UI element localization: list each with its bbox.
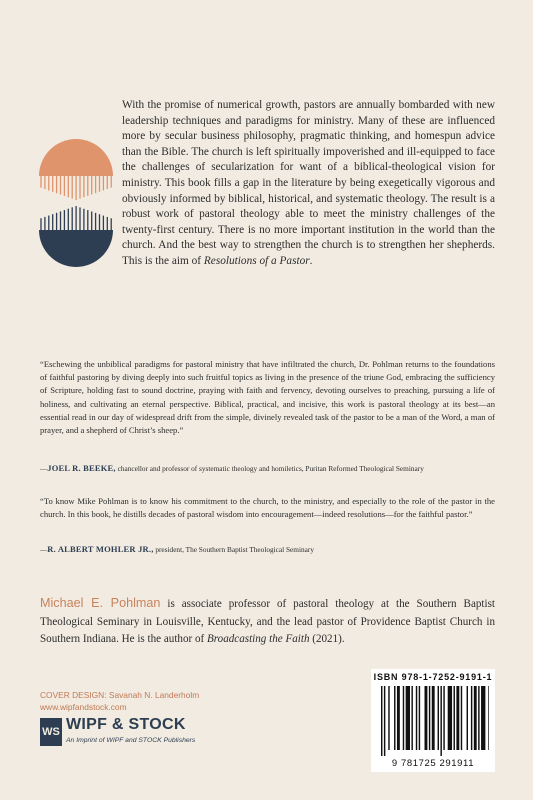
endorsement-mohler-attribution (40, 544, 314, 555)
author-bio (40, 595, 495, 649)
attribution-dash: — (40, 545, 48, 554)
author-name: Michael E. Pohlman (40, 596, 161, 610)
author-bio-text: is associate professor of pastoral theology at the Southern Baptist Theological Seminary in Louisville, Kentucky, and the lead pastor of Providence Baptist Church in Southern Indiana. He is the author of (40, 598, 495, 646)
isbn-label: ISBN 978-1-7252-9191-1 (373, 672, 493, 682)
publisher-tagline: An Imprint of WIPF and STOCK Publishers (66, 737, 196, 744)
endorsement-mohler-quote: “To know Mike Pohlman is to know his commitment to the church, to the ministry, and especially to the role of the pastor in the church. In this book, he distills decades of pastoral wisdom into encouragement—indeed resolutions—for the faithful pastor.” (40, 496, 495, 520)
publisher-name: WIPF & STOCK (66, 716, 186, 733)
attribution-dash: — (40, 464, 48, 473)
back-cover-description (122, 98, 495, 270)
endorser-role: president, The Southern Baptist Theological Seminary (153, 545, 314, 554)
endorsement-beeke-quote: “Eschewing the unbiblical paradigms for pastoral ministry that have infiltrated the church, Dr. Pohlman returns to the foundations of faithful pastoring by diving deeply into such fruitful topics as living in the presence of the triune God, embracing the sufficiency of Scripture, holding fast to sound doctrine, praying with faith and fervency, devoting ourselves to preaching, pursuing a life of holiness, and cultivating an eternal perspective. Biblical, practical, and incisive, this work is pastoral theology at its best—an essential read in our day of widespread drift from the simple, divinely revealed task of the pastor to be a man of the Word, a man of prayer, and a shepherd of Christ’s sheep.” (40, 359, 495, 436)
terracotta-fringe (41, 176, 111, 200)
publisher-website: www.wipfandstock.com (40, 701, 127, 712)
emblem-graphic (39, 138, 113, 270)
endorser-role: chancellor and professor of systematic theology and homiletics, Puritan Reformed Theological Seminary (115, 464, 424, 473)
terracotta-half-circle (39, 139, 113, 176)
author-book-title: Broadcasting the Faith (206, 633, 310, 646)
book-title-italic: Resolutions of a Pastor (203, 254, 310, 267)
description-end: . (309, 254, 313, 267)
endorser-name: JOEL R. BEEKE, (47, 463, 116, 473)
navy-fringe (41, 206, 111, 230)
endorser-name: R. ALBERT MOHLER JR., (47, 544, 154, 554)
endorsement-beeke-attribution (40, 463, 424, 474)
description-text: With the promise of numerical growth, pastors are annually bombarded with new leadership techniques and paradigms for ministry. Many of these are influenced more by secular business philosophy, pragmatic thinking, and homespun advice than the Bible. The church is left spiritually impoverished and ill-equipped to face the challenges of secularization for want of a biblical-theological vision for ministry. This book fills a gap in the literature by being exegetically vigorous and obviously informed by biblical, historical, and systematic theology. The result is a robust work of pastoral theology able to meet the ministry challenges of the twenty-first century. There is no more important institution in the world than the church. And the best way to strengthen the church is to strengthen her shepherds. This is the aim of (122, 99, 495, 267)
author-bio-end: (2021). (309, 633, 345, 646)
isbn-barcode-box (371, 669, 495, 772)
publisher-logo (40, 716, 220, 752)
barcode-graphic (377, 686, 489, 768)
barcode-digits: 9 781725 291911 (391, 758, 475, 768)
cover-design-credit: COVER DESIGN: Savanah N. Landerholm (40, 690, 200, 700)
navy-half-circle (39, 230, 113, 267)
cover-credits (40, 690, 199, 713)
publisher-mark-icon: WS (40, 718, 62, 746)
